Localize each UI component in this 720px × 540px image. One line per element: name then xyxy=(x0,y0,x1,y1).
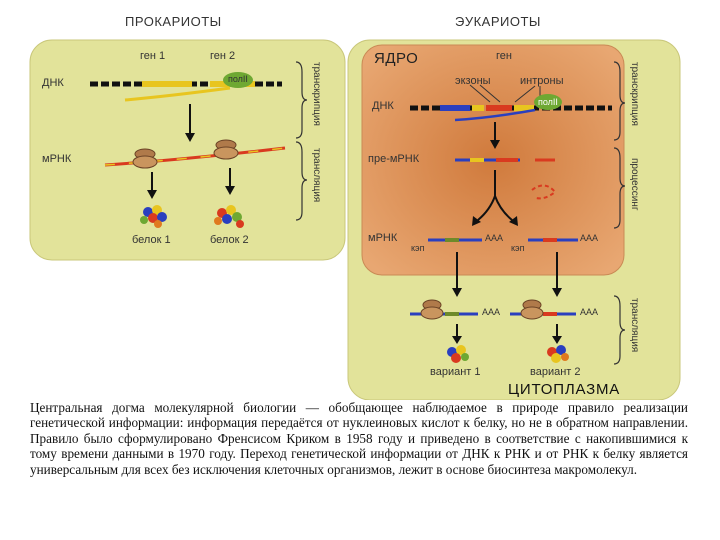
prok-transcription-label: транскрипция xyxy=(311,62,322,126)
euk-cap-label-1: кэп xyxy=(411,243,425,253)
prok-gene1-region xyxy=(142,81,192,87)
prok-translation-label: трансляция xyxy=(311,148,322,203)
euk-polya-label-2: ААА xyxy=(580,233,599,243)
euk-pre-mrna-label: пре-мРНК xyxy=(368,153,420,165)
eukaryotes-title: ЭУКАРИОТЫ xyxy=(455,14,541,29)
prokaryotes-title: ПРОКАРИОТЫ xyxy=(125,14,222,29)
euk-mrna-1 xyxy=(428,238,482,242)
prok-gene2-label: ген 2 xyxy=(210,50,236,62)
prok-dna-label: ДНК xyxy=(42,77,64,89)
cytoplasm-label: ЦИТОПЛАЗМА xyxy=(508,381,621,398)
prok-ribosome-1 xyxy=(133,149,157,168)
prok-mrna-label: мРНК xyxy=(42,153,72,165)
euk-transcription-label: транскрипция xyxy=(629,62,640,126)
prok-gene1-label: ген 1 xyxy=(140,50,166,62)
prok-ribosome-2 xyxy=(214,140,238,159)
euk-translation-label: трансляция xyxy=(629,298,640,353)
euk-gene-label: ген xyxy=(496,50,512,62)
cyto-polya-label-1: ААА xyxy=(482,307,501,317)
euk-processing-label: процессинг xyxy=(629,158,640,211)
caption-text: Центральная догма молекулярной биологии — обобщающее наблюдаемое в природе правило реализации генетической информации: информация передаётся от нуклеиновых кислот к белку, но не в обратном направлении. Правило было сформулировано Френсисом Криком в 1958 году и приведено в соответствие с накопившимися к тому времени данными в 1970 году. Переход генетической информации от ДНК к РНК и от РНК к белку является универсальным для всех без исключения клеточных организмов, лежит в основе биосинтеза макромолекул. xyxy=(30,400,688,477)
euk-introns-label: интроны xyxy=(520,75,564,87)
euk-exons-label: экзоны xyxy=(455,75,491,87)
euk-mrna-label: мРНК xyxy=(368,232,398,244)
euk-mrna-2 xyxy=(528,238,578,242)
euk-dna-label: ДНК xyxy=(372,100,394,112)
cyto-polya-label-2: ААА xyxy=(580,307,599,317)
nucleus-label: ЯДРО xyxy=(374,50,419,67)
euk-variant2-label: вариант 2 xyxy=(530,366,581,378)
prok-protein2-label: белок 2 xyxy=(210,234,249,246)
euk-polya-label-1: ААА xyxy=(485,233,504,243)
euk-polymerase-label: полII xyxy=(538,97,558,107)
euk-cap-label-2: кэп xyxy=(511,243,525,253)
prok-polymerase-label: полII xyxy=(228,74,248,84)
prok-protein1-label: белок 1 xyxy=(132,234,171,246)
prokaryote-cell xyxy=(30,40,345,260)
euk-variant1-label: вариант 1 xyxy=(430,366,481,378)
